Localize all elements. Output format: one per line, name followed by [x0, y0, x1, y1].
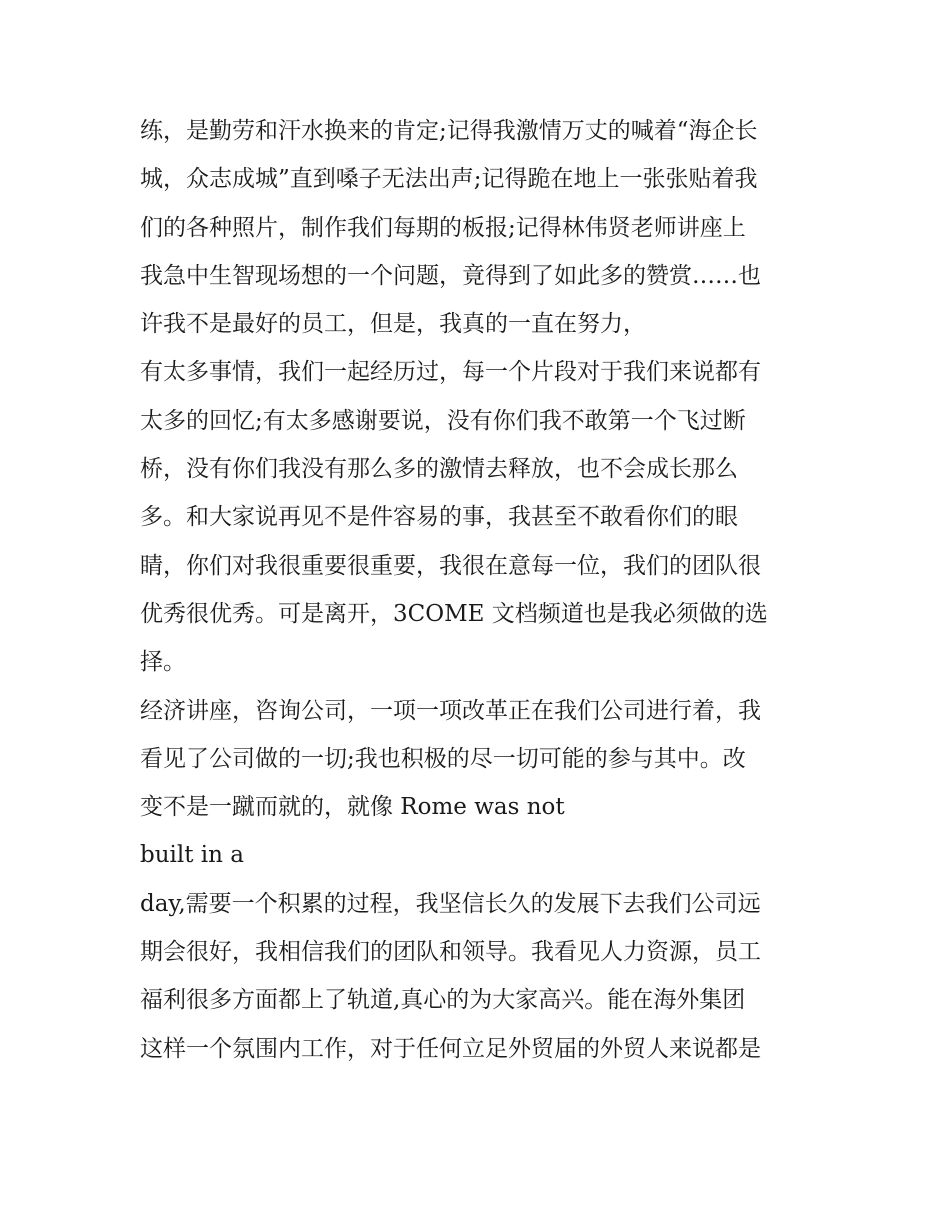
text-line: 许我不是最好的员工，但是，我真的一直在努力，: [140, 311, 646, 338]
text-line: 有太多事情，我们一起经历过，每一个片段对于我们来说都有: [140, 359, 761, 386]
text-line: 优秀很优秀。可是离开，3COME 文档频道也是我必须做的选: [140, 600, 768, 627]
text-line: 太多的回忆;有太多感谢要说，没有你们我不敢第一个飞过断: [140, 407, 746, 434]
text-line: 期会很好，我相信我们的团队和领导。我看见人力资源，员工: [140, 939, 761, 966]
text-line: 练，是勤劳和汗水换来的肯定;记得我激情万丈的喊着“海企长: [140, 118, 758, 144]
text-line: day,需要一个积累的过程，我坚信长久的发展下去我们公司远: [140, 890, 761, 917]
text-line: built in a: [140, 842, 244, 869]
text-line: 睛，你们对我很重要很重要，我很在意每一位，我们的团队很: [140, 552, 761, 579]
text-line: 城，众志成城”直到嗓子无法出声;记得跪在地上一张张贴着我: [140, 166, 758, 193]
text-line: 择。: [140, 649, 186, 676]
text-line: 桥，没有你们我没有那么多的激情去释放，也不会成长那么: [140, 456, 738, 483]
text-line: 这样一个氛围内工作，对于任何立足外贸届的外贸人来说都是: [140, 1035, 761, 1062]
document-body: [140, 107, 820, 1073]
text-line: 福利很多方面都上了轨道,真心的为大家高兴。能在海外集团: [140, 987, 746, 1014]
text-line: 经济讲座，咨询公司，一项一项改革正在我们公司进行着，我: [140, 697, 761, 724]
text-line: 看见了公司做的一切;我也积极的尽一切可能的参与其中。改: [140, 745, 746, 772]
text-line: 变不是一蹴而就的，就像 Rome was not: [140, 794, 565, 821]
text-line: 多。和大家说再见不是件容易的事，我甚至不敢看你们的眼: [140, 504, 738, 531]
text-line: 我急中生智现场想的一个问题，竟得到了如此多的赞赏……也: [140, 262, 761, 289]
text-line: 们的各种照片，制作我们每期的板报;记得林伟贤老师讲座上: [140, 214, 746, 241]
